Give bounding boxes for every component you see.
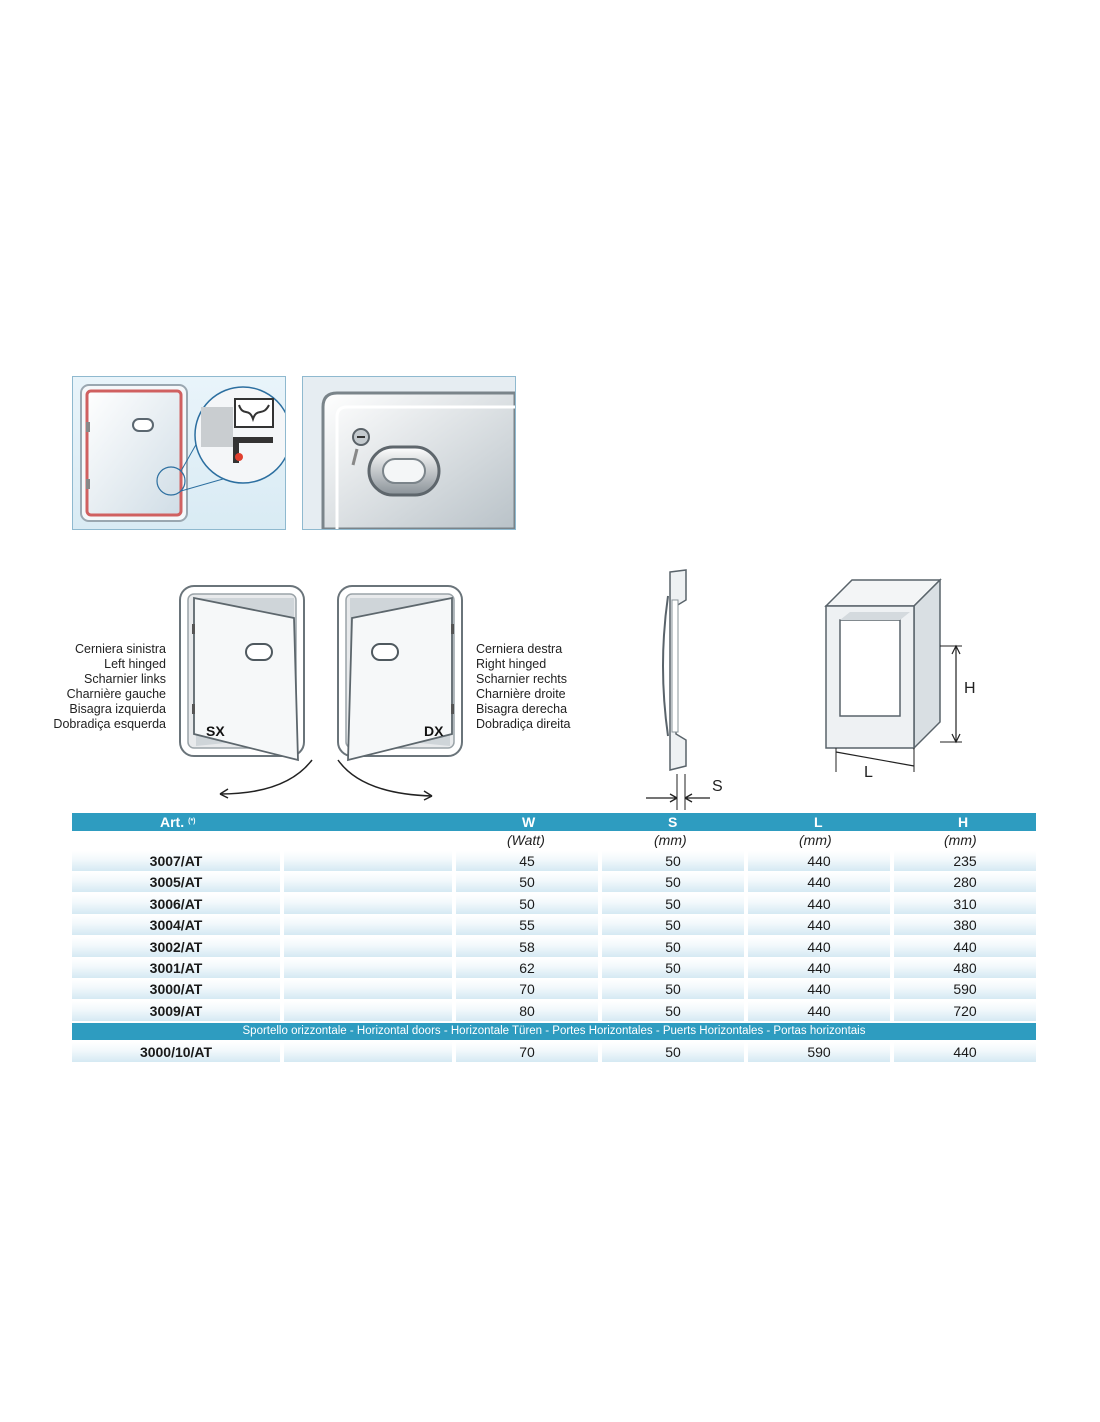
horizontal-doors-header: Sportello orizzontale - Horizontal doors - Horizontale Türen - Portes Horizontales - Puerts Horizontales - Portas horizontais (72, 1023, 1036, 1040)
cell-blank (284, 1042, 452, 1062)
caption-left-line: Scharnier links (84, 672, 166, 686)
header-art-note: (*) (188, 818, 196, 825)
cell-w: 50 (456, 894, 598, 914)
table-row (72, 958, 1036, 978)
photo-door-seal-detail (72, 376, 286, 530)
cell-blank (284, 872, 452, 892)
cell-l: 440 (748, 872, 890, 892)
cell-w: 80 (456, 1001, 598, 1021)
unit-w: (Watt) (507, 832, 545, 848)
cell-blank (284, 915, 452, 935)
caption-right-line: Bisagra derecha (476, 702, 568, 716)
cell-h: 235 (894, 851, 1036, 871)
header-w: W (522, 814, 536, 830)
header-h: H (958, 814, 969, 830)
caption-left-line: Charnière gauche (66, 687, 166, 701)
cell-w: 50 (456, 872, 598, 892)
cell-w: 70 (456, 1042, 598, 1062)
caption-left-line: Cerniera sinistra (74, 642, 166, 656)
header-s: S (668, 814, 678, 830)
cell-w: 55 (456, 915, 598, 935)
cell-s: 50 (602, 872, 744, 892)
table-units-row (72, 831, 1036, 851)
cell-l: 440 (748, 851, 890, 871)
table-row (72, 937, 1036, 957)
cell-art: 3002/AT (72, 937, 280, 957)
spec-table (72, 813, 1036, 1063)
cell-blank (284, 851, 452, 871)
cell-h: 380 (894, 915, 1036, 935)
header-l: L (814, 814, 823, 830)
table-row (72, 872, 1036, 892)
unit-s: (mm) (654, 832, 687, 848)
table-header (72, 813, 1036, 831)
cell-h: 310 (894, 894, 1036, 914)
cell-l: 440 (748, 979, 890, 999)
table-row (72, 915, 1036, 935)
cell-s: 50 (602, 958, 744, 978)
table-row (72, 851, 1036, 871)
header-art-label: Art. (160, 814, 185, 830)
caption-right-line: Cerniera destra (476, 642, 563, 656)
cell-blank (284, 937, 452, 957)
cell-art: 3000/10/AT (72, 1042, 280, 1062)
caption-right-line: Scharnier rechts (476, 672, 568, 686)
cell-w: 45 (456, 851, 598, 871)
caption-right-line: Dobradiça direita (476, 717, 571, 731)
cell-s: 50 (602, 1042, 744, 1062)
cell-s: 50 (602, 915, 744, 935)
cell-art: 3009/AT (72, 1001, 280, 1021)
caption-left-line: Bisagra izquierda (69, 702, 166, 716)
cell-s: 50 (602, 894, 744, 914)
door-diagram-left-hinged (176, 584, 326, 804)
caption-left-hinged (30, 642, 166, 732)
cell-art: 3000/AT (72, 979, 280, 999)
table-row (72, 894, 1036, 914)
cell-l: 590 (748, 1042, 890, 1062)
header-art (160, 813, 196, 831)
cell-s: 50 (602, 1001, 744, 1021)
cell-blank (284, 979, 452, 999)
side-profile-diagram (640, 566, 740, 810)
cell-art: 3006/AT (72, 894, 280, 914)
unit-l: (mm) (799, 832, 832, 848)
dimension-label-l: L (864, 764, 873, 781)
cell-l: 440 (748, 1001, 890, 1021)
cell-art: 3005/AT (72, 872, 280, 892)
cell-h: 280 (894, 872, 1036, 892)
caption-right-line: Charnière droite (476, 687, 566, 701)
unit-h: (mm) (944, 832, 977, 848)
cell-blank (284, 894, 452, 914)
cell-art: 3007/AT (72, 851, 280, 871)
cell-s: 50 (602, 937, 744, 957)
cell-l: 440 (748, 894, 890, 914)
cell-h: 440 (894, 937, 1036, 957)
dimension-label-s: S (712, 778, 723, 795)
cell-l: 440 (748, 958, 890, 978)
table-row (72, 979, 1036, 999)
cell-s: 50 (602, 979, 744, 999)
cell-l: 440 (748, 915, 890, 935)
cell-h: 720 (894, 1001, 1036, 1021)
table-row (72, 1001, 1036, 1021)
caption-left-line: Left hinged (104, 657, 166, 671)
cell-art: 3004/AT (72, 915, 280, 935)
cell-w: 58 (456, 937, 598, 957)
photo-handle-closeup (302, 376, 516, 530)
door-diagram-right-hinged (332, 584, 482, 804)
door-label-dx: DX (424, 723, 444, 739)
caption-right-hinged (476, 642, 571, 732)
cell-s: 50 (602, 851, 744, 871)
cell-w: 70 (456, 979, 598, 999)
cell-h: 590 (894, 979, 1036, 999)
cell-art: 3001/AT (72, 958, 280, 978)
door-label-sx: SX (206, 723, 225, 739)
dimension-label-h: H (964, 680, 976, 697)
cell-l: 440 (748, 937, 890, 957)
caption-right-line: Right hinged (476, 657, 547, 671)
caption-left-line: Dobradiça esquerda (53, 717, 166, 731)
frame-dimension-diagram (816, 576, 966, 786)
cell-blank (284, 1001, 452, 1021)
table-row (72, 1042, 1036, 1062)
cell-w: 62 (456, 958, 598, 978)
cell-h: 440 (894, 1042, 1036, 1062)
cell-blank (284, 958, 452, 978)
cell-h: 480 (894, 958, 1036, 978)
